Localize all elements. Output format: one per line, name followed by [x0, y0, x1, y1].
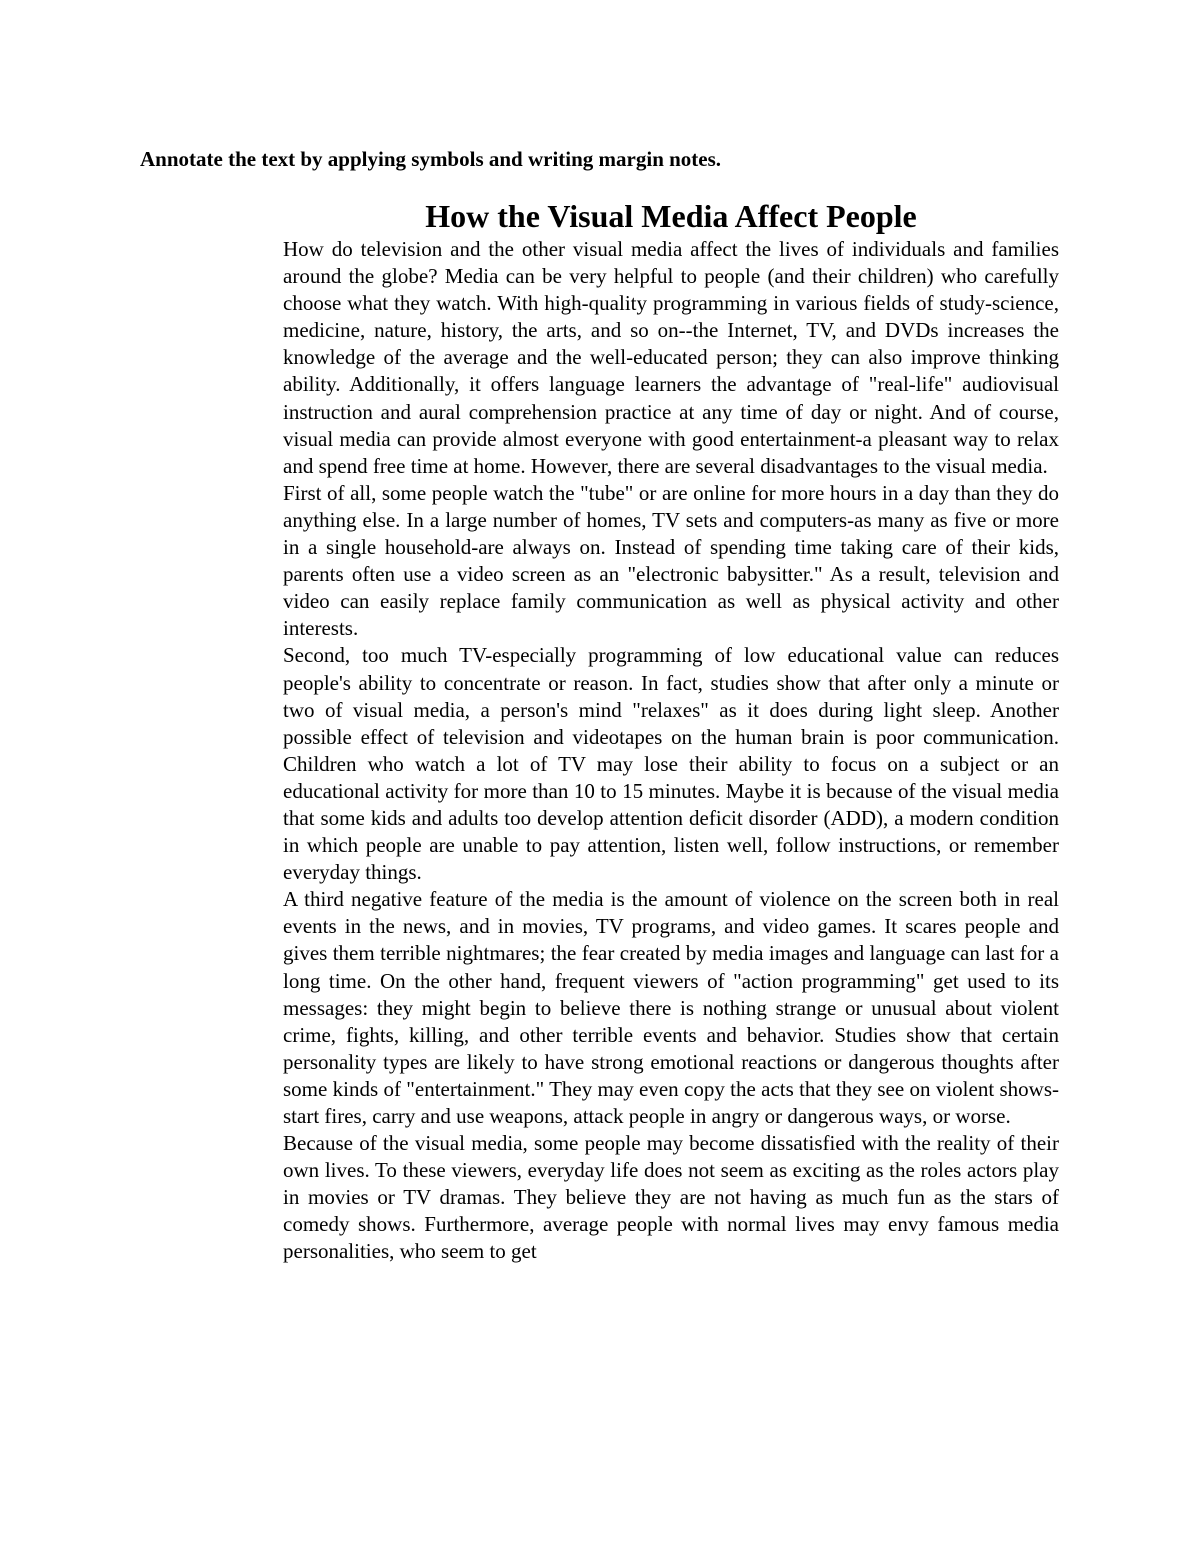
paragraph-dissatisfaction: Because of the visual media, some people may become dissatisfied with the reality of their own lives. To these viewers, everyday life does not seem as exciting as the roles actors play in movies or TV dramas. They believe they are not having as much fun as the stars of comedy shows. Furthermore, average people with normal lives may envy famous media personalities, who seem to get: [283, 1131, 1059, 1264]
paragraph-intro: How do television and the other visual media affect the lives of individuals and families around the globe? Media can be very helpful to people (and their children) who carefully choose what they watch. With high-quality programming in various fields of study-science, medicine, nature, history, the arts, and so on--the Internet, TV, and DVDs increases the knowledge of the average and the well-educated person; they can also improve thinking ability. Additionally, it offers language learners the advantage of "real-life" audiovisual instruction and aural comprehension practice at any time of day or night. And of course, visual media can provide almost everyone with good entertainment-a pleasant way to relax and spend free time at home. However, there are several disadvantages to the visual media.: [283, 237, 1059, 478]
article-body: [283, 236, 1059, 1266]
document-title: How the Visual Media Affect People: [425, 198, 917, 234]
paragraph-third-point: A third negative feature of the media is the amount of violence on the screen both in real events in the news, and in movies, TV programs, and video games. It scares people and gives them terrible nightmares; the fear created by media images and language can last for a long time. On the other hand, frequent viewers of "action programming" get used to its messages: they might begin to believe there is nothing strange or unusual about violent crime, fights, killing, and other terrible events and behavior. Studies show that certain personality types are likely to have strong emotional reactions or dangerous thoughts after some kinds of "entertainment." They may even copy the acts that they see on violent shows-start fires, carry and use weapons, attack people in angry or dangerous ways, or worse.: [283, 887, 1059, 1128]
instruction-text: Annotate the text by applying symbols and writing margin notes.: [140, 147, 722, 171]
paragraph-second-point: Second, too much TV-especially programming of low educational value can reduces people's ability to concentrate or reason. In fact, studies show that after only a minute or two of visual media, a person's mind "relaxes" as it does during light sleep. Another possible effect of television and videotapes on the human brain is poor communication. Children who watch a lot of TV may lose their ability to focus on a subject or an educational activity for more than 10 to 15 minutes. Maybe it is because of the visual media that some kids and adults too develop attention deficit disorder (ADD), a modern condition in which people are unable to pay attention, listen well, follow instructions, or remember everyday things.: [283, 643, 1059, 885]
paragraph-first-point: First of all, some people watch the "tube" or are online for more hours in a day than they do anything else. In a large number of homes, TV sets and computers-as many as five or more in a single household-are always on. Instead of spending time taking care of their kids, parents often use a video screen as an "electronic babysitter." As a result, television and video can easily replace family communication as well as physical activity and other interests.: [283, 480, 1059, 641]
